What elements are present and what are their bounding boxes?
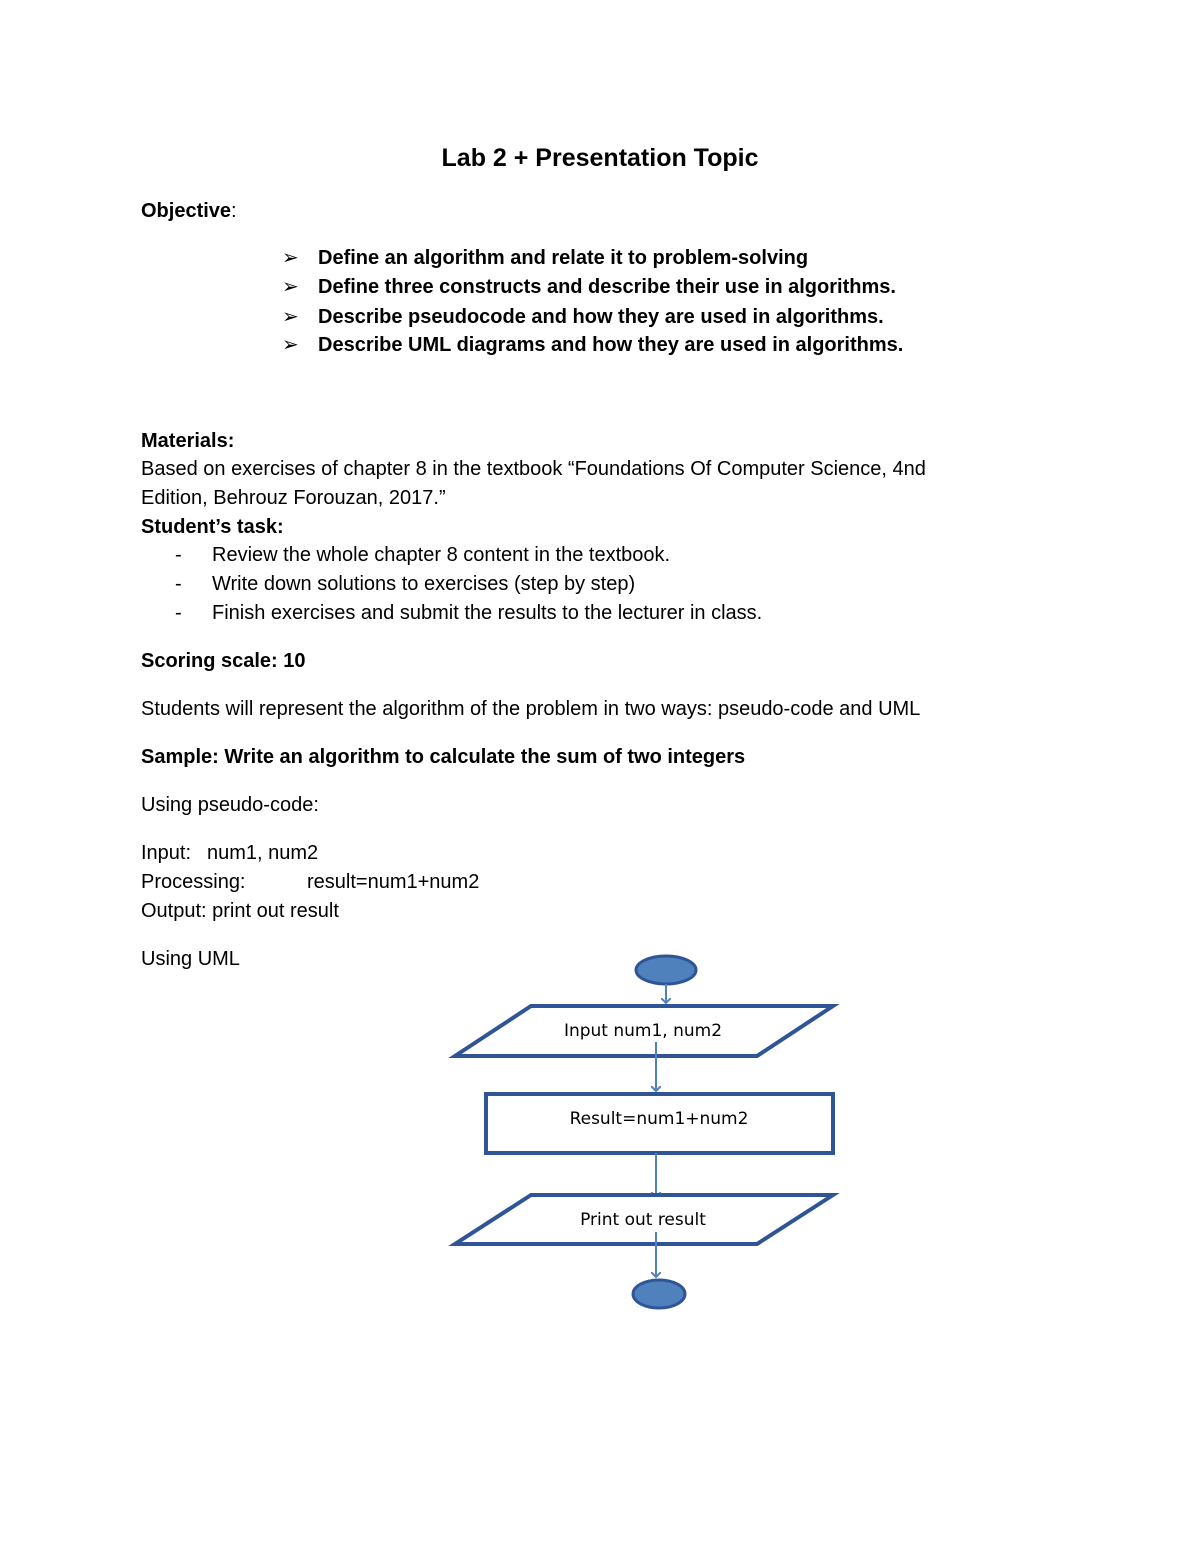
objective-item-text: Describe UML diagrams and how they are used in algorithms. xyxy=(318,334,904,356)
page-title: Lab 2 + Presentation Topic xyxy=(441,144,759,172)
output-node-label: Print out result xyxy=(580,1210,706,1230)
arrow-bullet-icon: ➢ xyxy=(282,247,299,269)
dash-bullet: - xyxy=(175,602,182,624)
objective-item-text: Define an algorithm and relate it to problem-solving xyxy=(318,247,809,269)
end-node xyxy=(633,1280,685,1308)
uml-heading: Using UML xyxy=(141,948,240,970)
materials-text-line: Based on exercises of chapter 8 in the textbook “Foundations Of Computer Science, 4nd xyxy=(141,458,926,480)
task-heading: Student’s task: xyxy=(141,516,284,538)
dash-bullet: - xyxy=(175,544,182,566)
task-item-text: Review the whole chapter 8 content in the textbook. xyxy=(212,544,671,566)
objective-heading: Objective xyxy=(141,200,232,222)
representation-note: Students will represent the algorithm of the problem in two ways: pseudo-code and UML xyxy=(141,698,921,720)
task-item-text: Finish exercises and submit the results to the lecturer in class. xyxy=(212,602,763,624)
process-node-label: Result=num1+num2 xyxy=(569,1109,749,1129)
task-item-text: Write down solutions to exercises (step by step) xyxy=(212,573,636,595)
objective-item-text: Define three constructs and describe their use in algorithms. xyxy=(318,276,896,298)
pseudocode-processing-label: Processing: xyxy=(141,871,246,893)
arrow-bullet-icon: ➢ xyxy=(282,334,299,356)
objective-item-text: Describe pseudocode and how they are used in algorithms. xyxy=(318,306,884,328)
pseudocode-input-value: num1, num2 xyxy=(207,842,319,864)
materials-heading: Materials: xyxy=(141,430,235,452)
scoring-scale: Scoring scale: 10 xyxy=(141,650,306,672)
pseudocode-heading: Using pseudo-code: xyxy=(141,794,319,816)
sample-heading: Sample: Write an algorithm to calculate the sum of two integers xyxy=(141,746,746,768)
objective-colon: : xyxy=(231,200,237,222)
pseudocode-processing-value: result=num1+num2 xyxy=(307,871,480,893)
arrow-bullet-icon: ➢ xyxy=(282,276,299,298)
pseudocode-output: Output: print out result xyxy=(141,900,339,922)
materials-text-line: Edition, Behrouz Forouzan, 2017.” xyxy=(141,487,446,509)
start-node xyxy=(636,956,696,984)
pseudocode-input-label: Input: xyxy=(141,842,192,864)
dash-bullet: - xyxy=(175,573,182,595)
arrow-bullet-icon: ➢ xyxy=(282,306,299,328)
input-node-label: Input num1, num2 xyxy=(563,1021,723,1041)
